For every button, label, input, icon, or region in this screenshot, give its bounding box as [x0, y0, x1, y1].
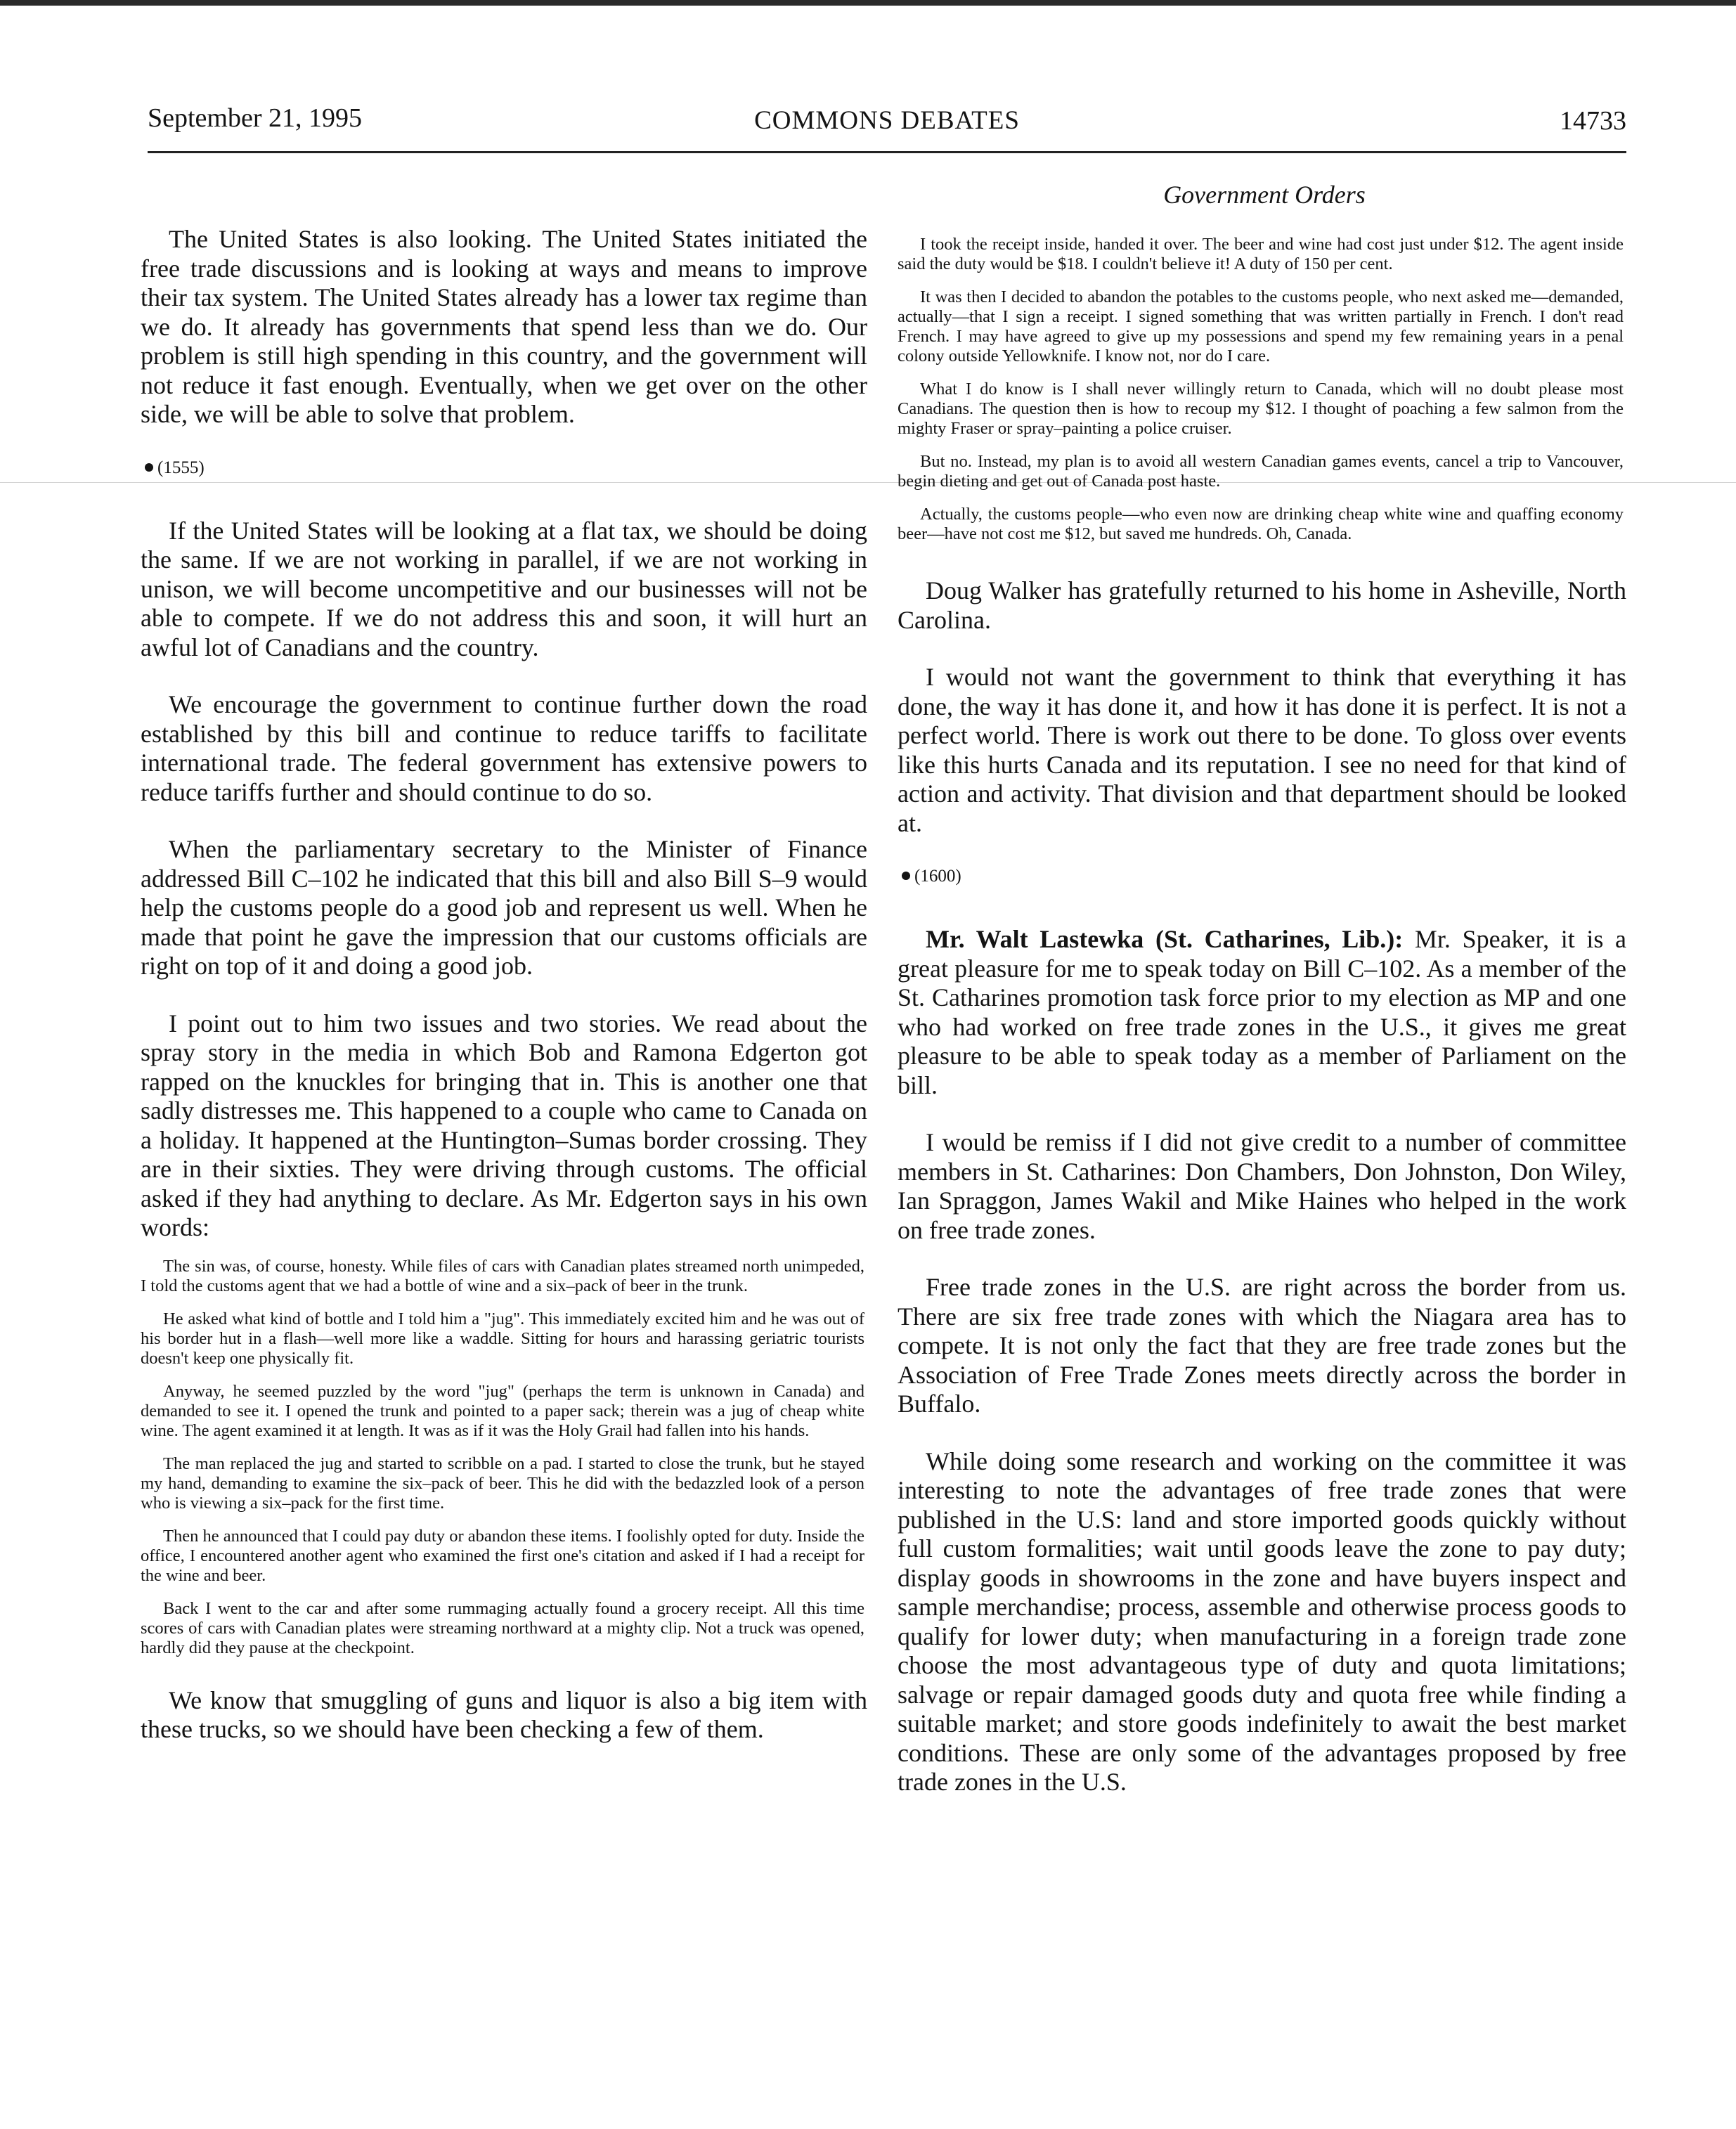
paragraph: Free trade zones in the U.S. are right across the border from us. There are six free trade zones with which the Niagara area has to compete. It is not only the fact that they are free trade zones but the Association of Free Trade Zones meets directly across the border in Buffalo. — [898, 1273, 1626, 1418]
quote-paragraph: Then he announced that I could pay duty or abandon these items. I foolishly opted for duty. Inside the office, I encountered another agent who examined the first one's citation and asked if I had a receipt for the wine and beer. — [141, 1526, 864, 1585]
page-number: 14733 — [1560, 106, 1626, 136]
quote-paragraph: Anyway, he seemed puzzled by the word "jug" (perhaps the term is unknown in Canada) and demanded to see it. I opened the trunk and pointed to a paper sack; therein was a jug of cheap white wine. The agent examined it at length. It was as if it was the Holy Grail had fallen into his hands. — [141, 1381, 864, 1440]
timestamp-text: (1555) — [157, 458, 205, 477]
quote-paragraph: What I do know is I shall never willingly return to Canada, which will no doubt please most Canadians. The question then is how to recoup my $12. I thought of poaching a few salmon from the mighty Fraser or spray–painting a police cruiser. — [898, 380, 1624, 438]
bullet-icon — [145, 463, 153, 472]
paragraph: When the parliamentary secretary to the Minister of Finance addressed Bill C–102 he indicated that this bill and also Bill S–9 would help the customs people do a good job and represent us well. When he made that point he gave the impression that our customs officials are right on top of it and doing a good job. — [141, 835, 867, 980]
bullet-icon — [902, 872, 910, 880]
quote-paragraph: Actually, the customs people—who even now are drinking cheap white wine and quaffing economy beer—have not cost me $12, but saved me hundreds. Oh, Canada. — [898, 505, 1624, 543]
right-column — [898, 235, 1626, 1825]
paragraph: We encourage the government to continue further down the road established by this bill and continue to reduce tariffs to facilitate international trade. The federal government has extensive powers to reduce tariffs further and should continue to do so. — [141, 690, 867, 806]
paragraph: The United States is also looking. The United States initiated the free trade discussions and is looking at ways and means to improve their tax system. The United States already has a lower tax regime than we do. It already has governments that spend less than we do. Our problem is still high spending in this country, and the government will not reduce it fast enough. Eventually, when we get over on the other side, we will be able to solve that problem. — [141, 225, 867, 428]
section-title: Government Orders — [1163, 181, 1366, 209]
paragraph: We know that smuggling of guns and liquor is also a big item with these trucks, so we should have been checking a few of them. — [141, 1685, 867, 1743]
paragraph: I point out to him two issues and two stories. We read about the spray story in the media in which Bob and Ramona Edgerton got rapped on the knuckles for bringing that in. This is another one that sadly distresses me. This happened to a couple who came to Canada on a holiday. It happened at the Huntington–Sumas border crossing. They are in their sixties. They were driving through customs. The official asked if they had anything to declare. As Mr. Edgerton says in his own words: — [141, 1009, 867, 1241]
publication-title: COMMONS DEBATES — [754, 106, 1020, 135]
timestamp — [145, 458, 867, 479]
quoted-letter — [141, 1257, 867, 1658]
paragraph: I would not want the government to think that everything it has done, the way it has done it, and how it has done it is perfect. It is not a perfect world. There is work out there to be done. To gloss over events like this hurts Canada and its reputation. I see no need for that kind of action and activity. That division and that department should be looked at. — [898, 663, 1626, 837]
paragraph: I would be remiss if I did not give credit to a number of committee members in St. Catharines: Don Chambers, Don Johnston, Don Wiley, Ian Spraggon, James Wakil and Mike Haines who helped in the work on free trade zones. — [898, 1128, 1626, 1244]
quote-paragraph: The sin was, of course, honesty. While files of cars with Canadian plates streamed north unimpeded, I told the customs agent that we had a bottle of wine and a six–pack of beer in the trunk. — [141, 1256, 864, 1295]
header-rule — [148, 151, 1626, 153]
quote-paragraph: It was then I decided to abandon the potables to the customs people, who next asked me—demanded, actually—that I sign a receipt. I signed something that was written partially in French. I don't read French. I may have agreed to give up my possessions and spend my few remaining years in a penal colony outside Yellowknife. I know not, nor do I care. — [898, 287, 1624, 365]
header-date: September 21, 1995 — [148, 103, 363, 133]
quote-paragraph: He asked what kind of bottle and I told him a "jug". This immediately excited him and he was out of his border hut in a flash—well more like a waddle. Sitting for hours and harassing geriatric tourists doesn't keep one physically fit. — [141, 1309, 864, 1368]
quote-paragraph: But no. Instead, my plan is to avoid all western Canadian games events, cancel a trip to Vancouver, begin dieting and get out of Canada post haste. — [898, 452, 1624, 491]
timestamp-text: (1600) — [914, 867, 961, 886]
timestamp — [902, 866, 1626, 887]
paragraph: While doing some research and working on the committee it was interesting to note the advantages of free trade zones that were published in the U.S: land and store imported goods quickly without full custom formalities; wait until goods leave the zone to pay duty; display goods in showrooms in the zone and have buyers inspect and sample merchandise; process, assemble and otherwise process goods to qualify for lower duty; when manufacturing in a foreign trade zone choose the most advantageous type of duty and quota limitations; salvage or repair damaged goods duty and quota free while finding a suitable market; and store goods indefinitely to await the best market conditions. These are only some of the advantages proposed by free trade zones in the U.S. — [898, 1447, 1626, 1796]
quoted-letter-continued — [898, 235, 1626, 544]
speech-text: Mr. Speaker, it is a great pleasure for me to speak today on Bill C–102. As a member of the St. Catharines promotion task force prior to my election as MP and one who had worked on free trade zones in the U.S., it gives me great pleasure to be able to speak today as a member of Parliament on the bill. — [898, 925, 1626, 1099]
paragraph: Doug Walker has gratefully returned to his home in Asheville, North Carolina. — [898, 576, 1626, 634]
page-header — [148, 103, 1626, 145]
speech-paragraph — [898, 925, 1626, 1100]
paragraph: If the United States will be looking at a flat tax, we should be doing the same. If we are not working in parallel, if we are not working in unison, we will become uncompetitive and our businesses will not be able to compete. If we do not address this and soon, it will hurt an awful lot of Canadians and the country. — [141, 516, 867, 661]
scan-top-edge — [0, 0, 1736, 6]
quote-paragraph: The man replaced the jug and started to scribble on a pad. I started to close the trunk, but he stayed my hand, demanding to examine the six–pack of beer. This he did with the bedazzled look of a person who is viewing a six–pack for the first time. — [141, 1454, 864, 1513]
left-column — [141, 225, 867, 1773]
quote-paragraph: I took the receipt inside, handed it over. The beer and wine had cost just under $12. The agent inside said the duty would be $18. I couldn't believe it! A duty of 150 per cent. — [898, 235, 1624, 273]
quote-paragraph: Back I went to the car and after some rummaging actually found a grocery receipt. All this time scores of cars with Canadian plates were streaming northward at a mighty clip. Not a truck was opened, hardly did they pause at the checkpoint. — [141, 1598, 864, 1657]
speaker-name: Mr. Walt Lastewka (St. Catharines, Lib.): — [926, 925, 1404, 953]
